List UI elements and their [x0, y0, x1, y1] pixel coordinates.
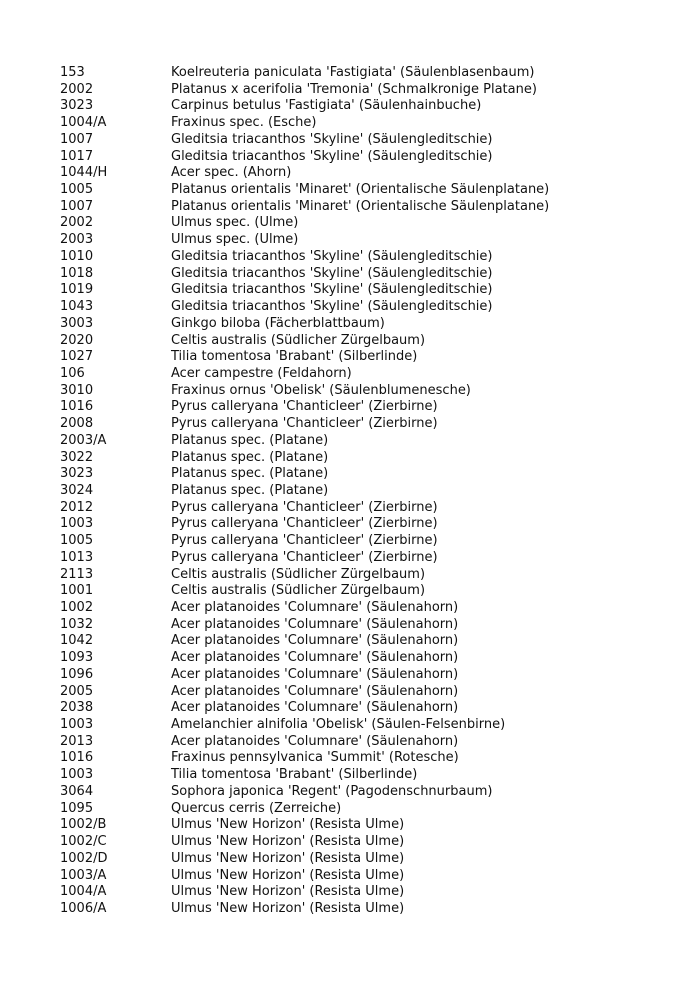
- table-row: [60, 249, 680, 266]
- table-row: [60, 266, 680, 283]
- table-row: [60, 817, 680, 834]
- tree-species: Platanus spec. (Platane): [171, 482, 329, 498]
- tree-number: 3023: [60, 98, 94, 114]
- table-row: [60, 215, 680, 232]
- tree-species: Platanus orientalis 'Minaret' (Orientalische Säulenplatane): [171, 198, 550, 214]
- table-row: [60, 617, 680, 634]
- tree-species: Acer platanoides 'Columnare' (Säulenahorn): [171, 733, 459, 749]
- tree-number: 2020: [60, 332, 94, 348]
- tree-number: 1003: [60, 516, 94, 532]
- tree-number: 3010: [60, 382, 94, 398]
- tree-species: Acer platanoides 'Columnare' (Säulenahorn): [171, 700, 459, 716]
- tree-species: Acer platanoides 'Columnare' (Säulenahorn): [171, 683, 459, 699]
- tree-number: 1007: [60, 131, 94, 147]
- tree-species: Acer spec. (Ahorn): [171, 165, 292, 181]
- tree-number: 2008: [60, 416, 94, 432]
- table-row: [60, 349, 680, 366]
- table-row: [60, 115, 680, 132]
- tree-species: Acer platanoides 'Columnare' (Säulenahorn): [171, 600, 459, 615]
- table-row: [60, 500, 680, 517]
- tree-species: Ulmus 'New Horizon' (Resista Ulme): [171, 817, 405, 833]
- tree-species: Fraxinus spec. (Esche): [171, 115, 317, 131]
- table-row: [60, 667, 680, 684]
- tree-species: Gleditsia triacanthos 'Skyline' (Säulengleditschie): [171, 282, 493, 298]
- tree-number: 1001: [60, 583, 94, 599]
- tree-number: 2012: [60, 499, 94, 515]
- tree-number: 1043: [60, 299, 94, 315]
- tree-species: Platanus x acerifolia 'Tremonia' (Schmalkronige Platane): [171, 81, 537, 97]
- tree-number: 1032: [60, 616, 94, 632]
- tree-number: 3064: [60, 783, 94, 799]
- tree-list: [60, 65, 680, 918]
- tree-species: Ulmus 'New Horizon' (Resista Ulme): [171, 884, 405, 900]
- table-row: [60, 416, 680, 433]
- tree-species: Platanus orientalis 'Minaret' (Orientalische Säulenplatane): [171, 182, 550, 198]
- tree-species: Celtis australis (Südlicher Zürgelbaum): [171, 566, 426, 582]
- table-row: [60, 98, 680, 115]
- table-row: [60, 282, 680, 299]
- tree-number: 1010: [60, 248, 94, 264]
- table-row: [60, 399, 680, 416]
- table-row: [60, 182, 680, 199]
- table-row: [60, 834, 680, 851]
- tree-number: 3003: [60, 315, 94, 331]
- table-row: [60, 132, 680, 149]
- tree-species: Carpinus betulus 'Fastigiata' (Säulenhainbuche): [171, 98, 482, 114]
- tree-species: Tilia tomentosa 'Brabant' (Silberlinde): [171, 349, 418, 365]
- table-row: [60, 533, 680, 550]
- table-row: [60, 550, 680, 567]
- tree-number: 1006/A: [60, 900, 107, 916]
- tree-number: 1018: [60, 265, 94, 281]
- table-row: [60, 750, 680, 767]
- table-row: [60, 366, 680, 383]
- tree-number: 3022: [60, 449, 94, 465]
- table-row: [60, 65, 680, 82]
- tree-number: 1002/C: [60, 834, 107, 850]
- tree-species: Platanus spec. (Platane): [171, 466, 329, 482]
- table-row: [60, 433, 680, 450]
- tree-number: 1093: [60, 650, 94, 666]
- tree-number: 1027: [60, 349, 94, 365]
- table-row: [60, 316, 680, 333]
- table-row: [60, 299, 680, 316]
- tree-number: 1007: [60, 198, 94, 214]
- table-row: [60, 600, 680, 617]
- tree-species: Ulmus spec. (Ulme): [171, 232, 299, 248]
- tree-number: 1003: [60, 717, 94, 733]
- tree-number: 2013: [60, 733, 94, 749]
- tree-number: 1042: [60, 633, 94, 649]
- tree-species: Acer platanoides 'Columnare' (Säulenahorn): [171, 633, 459, 649]
- table-row: [60, 884, 680, 901]
- tree-number: 3023: [60, 466, 94, 482]
- tree-species: Fraxinus pennsylvanica 'Summit' (Rotesche): [171, 750, 459, 766]
- tree-species: Ulmus 'New Horizon' (Resista Ulme): [171, 867, 405, 883]
- tree-species: Ginkgo biloba (Fächerblattbaum): [171, 315, 385, 331]
- tree-number: 1003: [60, 767, 94, 783]
- table-row: [60, 767, 680, 784]
- tree-species: Gleditsia triacanthos 'Skyline' (Säulengleditschie): [171, 299, 493, 315]
- tree-number: 2002: [60, 81, 94, 97]
- tree-number: 2002: [60, 215, 94, 231]
- tree-number: 1096: [60, 666, 94, 682]
- tree-number: 153: [60, 65, 85, 80]
- tree-number: 1016: [60, 750, 94, 766]
- table-row: [60, 383, 680, 400]
- table-row: [60, 868, 680, 885]
- table-row: [60, 784, 680, 801]
- tree-species: Gleditsia triacanthos 'Skyline' (Säulengleditschie): [171, 131, 493, 147]
- tree-species: Ulmus spec. (Ulme): [171, 215, 299, 231]
- tree-species: Ulmus 'New Horizon' (Resista Ulme): [171, 834, 405, 850]
- tree-species: Gleditsia triacanthos 'Skyline' (Säulengleditschie): [171, 265, 493, 281]
- tree-species: Gleditsia triacanthos 'Skyline' (Säulengleditschie): [171, 248, 493, 264]
- table-row: [60, 801, 680, 818]
- table-row: [60, 851, 680, 868]
- table-row: [60, 700, 680, 717]
- tree-number: 1017: [60, 148, 94, 164]
- table-row: [60, 901, 680, 918]
- table-row: [60, 450, 680, 467]
- tree-species: Celtis australis (Südlicher Zürgelbaum): [171, 583, 426, 599]
- tree-number: 2113: [60, 566, 94, 582]
- table-row: [60, 165, 680, 182]
- table-row: [60, 717, 680, 734]
- tree-species: Pyrus calleryana 'Chanticleer' (Zierbirne): [171, 499, 438, 515]
- tree-number: 1005: [60, 182, 94, 198]
- tree-species: Ulmus 'New Horizon' (Resista Ulme): [171, 900, 405, 916]
- tree-species: Ulmus 'New Horizon' (Resista Ulme): [171, 850, 405, 866]
- tree-species: Platanus spec. (Platane): [171, 432, 329, 448]
- table-row: [60, 684, 680, 701]
- tree-species: Celtis australis (Südlicher Zürgelbaum): [171, 332, 426, 348]
- tree-number: 1002: [60, 600, 94, 615]
- tree-species: Acer platanoides 'Columnare' (Säulenahorn): [171, 650, 459, 666]
- table-row: [60, 199, 680, 216]
- table-row: [60, 483, 680, 500]
- tree-number: 1095: [60, 800, 94, 816]
- tree-species: Pyrus calleryana 'Chanticleer' (Zierbirne): [171, 399, 438, 415]
- tree-number: 1003/A: [60, 867, 107, 883]
- table-row: [60, 466, 680, 483]
- tree-species: Pyrus calleryana 'Chanticleer' (Zierbirne): [171, 549, 438, 565]
- table-row: [60, 650, 680, 667]
- tree-number: 2038: [60, 700, 94, 716]
- tree-number: 2005: [60, 683, 94, 699]
- tree-number: 1004/A: [60, 115, 107, 131]
- table-row: [60, 232, 680, 249]
- tree-number: 2003: [60, 232, 94, 248]
- tree-species: Gleditsia triacanthos 'Skyline' (Säulengleditschie): [171, 148, 493, 164]
- tree-species: Platanus spec. (Platane): [171, 449, 329, 465]
- tree-number: 1016: [60, 399, 94, 415]
- table-row: [60, 82, 680, 99]
- tree-species: Amelanchier alnifolia 'Obelisk' (Säulen-Felsenbirne): [171, 717, 506, 733]
- tree-species: Koelreuteria paniculata 'Fastigiata' (Säulenblasenbaum): [171, 65, 535, 80]
- table-row: [60, 633, 680, 650]
- tree-species: Tilia tomentosa 'Brabant' (Silberlinde): [171, 767, 418, 783]
- tree-species: Pyrus calleryana 'Chanticleer' (Zierbirne): [171, 416, 438, 432]
- tree-species: Acer platanoides 'Columnare' (Säulenahorn): [171, 616, 459, 632]
- table-row: [60, 149, 680, 166]
- table-row: [60, 333, 680, 350]
- tree-number: 1002/D: [60, 850, 108, 866]
- tree-number: 1013: [60, 549, 94, 565]
- tree-species: Fraxinus ornus 'Obelisk' (Säulenblumenesche): [171, 382, 471, 398]
- tree-number: 1004/A: [60, 884, 107, 900]
- tree-number: 1005: [60, 533, 94, 549]
- tree-number: 1019: [60, 282, 94, 298]
- tree-number: 1002/B: [60, 817, 107, 833]
- tree-number: 106: [60, 365, 85, 381]
- tree-number: 2003/A: [60, 432, 107, 448]
- table-row: [60, 567, 680, 584]
- table-row: [60, 583, 680, 600]
- tree-species: Quercus cerris (Zerreiche): [171, 800, 342, 816]
- table-row: [60, 516, 680, 533]
- tree-species: Sophora japonica 'Regent' (Pagodenschnurbaum): [171, 783, 493, 799]
- tree-number: 3024: [60, 482, 94, 498]
- tree-species: Acer platanoides 'Columnare' (Säulenahorn): [171, 666, 459, 682]
- tree-species: Pyrus calleryana 'Chanticleer' (Zierbirne): [171, 533, 438, 549]
- tree-number: 1044/H: [60, 165, 108, 181]
- tree-species: Acer campestre (Feldahorn): [171, 365, 352, 381]
- tree-species: Pyrus calleryana 'Chanticleer' (Zierbirne): [171, 516, 438, 532]
- table-row: [60, 734, 680, 751]
